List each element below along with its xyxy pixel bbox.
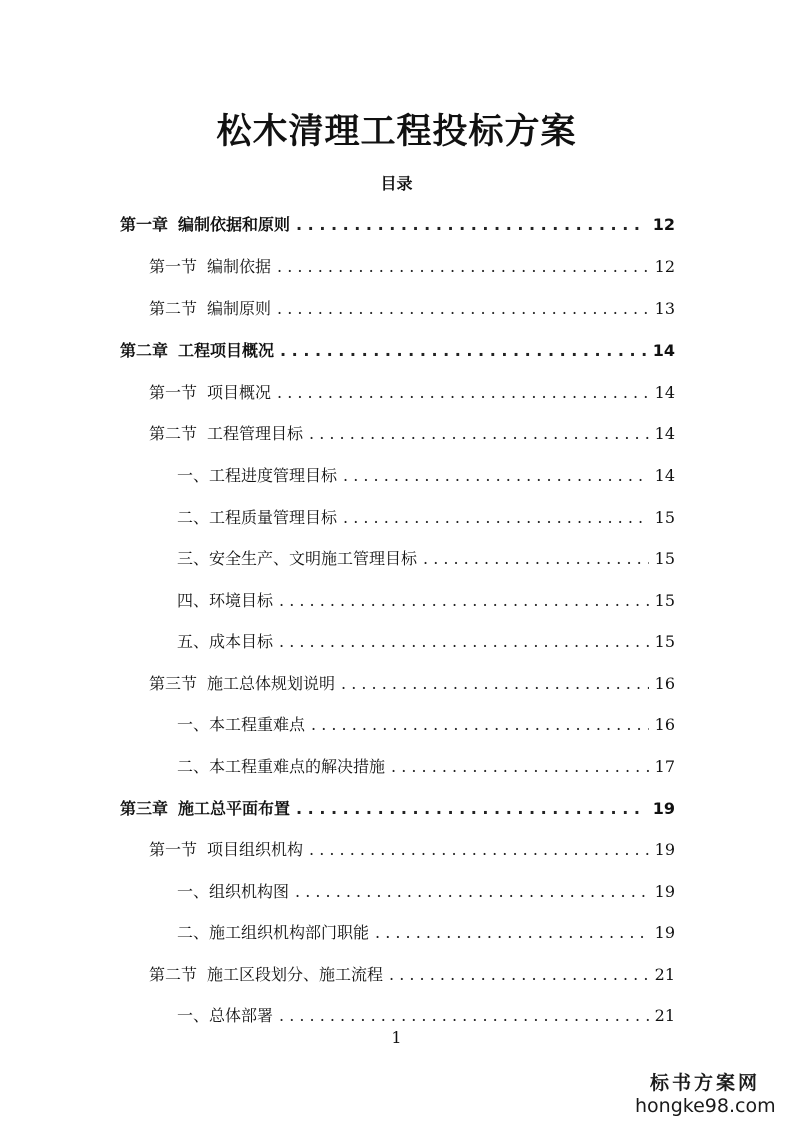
toc-entry-page: 12 bbox=[654, 257, 675, 276]
toc-dot-leader bbox=[280, 341, 647, 360]
toc-entry-text: 三、安全生产、文明施工管理目标 bbox=[177, 549, 418, 568]
toc-dot-leader bbox=[277, 383, 649, 402]
toc-dot-leader bbox=[341, 674, 649, 693]
toc-entry-page: 14 bbox=[654, 383, 675, 402]
toc-entry-title bbox=[177, 754, 385, 777]
toc-entry-page: 21 bbox=[654, 965, 675, 984]
toc-entry-number: 第二节 bbox=[149, 965, 198, 984]
toc-entry-number: 第二章 bbox=[120, 341, 169, 360]
toc-entry[interactable] bbox=[177, 505, 675, 529]
toc-entry-title bbox=[177, 712, 305, 735]
toc-entry[interactable] bbox=[177, 754, 675, 778]
toc-entry[interactable] bbox=[177, 546, 675, 570]
toc-entry-page: 15 bbox=[654, 632, 675, 651]
toc-entry[interactable] bbox=[177, 712, 675, 736]
toc-entry-text: 施工区段划分、施工流程 bbox=[207, 965, 384, 984]
toc-entry-text: 施工总体规划说明 bbox=[207, 674, 336, 693]
toc-entry-page: 15 bbox=[654, 508, 675, 527]
toc-entry-page: 13 bbox=[654, 299, 675, 318]
toc-entry-title bbox=[177, 629, 273, 652]
toc-entry-text: 工程项目概况 bbox=[178, 341, 275, 360]
toc-entry-text: 编制依据 bbox=[207, 257, 272, 276]
toc-entry-title bbox=[177, 920, 369, 943]
toc-entry-page: 14 bbox=[654, 466, 675, 485]
toc-entry-page: 14 bbox=[654, 424, 675, 443]
toc-entry-page: 19 bbox=[654, 882, 675, 901]
toc-entry-number: 第二节 bbox=[149, 424, 198, 443]
toc-dot-leader bbox=[277, 299, 649, 318]
page-number: 1 bbox=[391, 1028, 402, 1047]
toc-entry-title bbox=[149, 380, 271, 403]
toc-entry-text: 一、总体部署 bbox=[177, 1006, 274, 1025]
toc-entry-page: 14 bbox=[652, 341, 675, 360]
toc-entry-title bbox=[149, 962, 383, 985]
toc-entry[interactable] bbox=[177, 463, 675, 487]
toc-dot-leader bbox=[391, 757, 649, 776]
toc-entry-text: 编制原则 bbox=[207, 299, 272, 318]
toc-entry-page: 12 bbox=[652, 215, 675, 234]
toc-entry-text: 二、施工组织机构部门职能 bbox=[177, 923, 370, 942]
toc-entry[interactable] bbox=[177, 1003, 675, 1027]
toc-dot-leader bbox=[277, 257, 649, 276]
toc-entry-title bbox=[149, 254, 271, 277]
toc-dot-leader bbox=[375, 923, 649, 942]
toc-dot-leader bbox=[279, 632, 649, 651]
toc-entry-title bbox=[149, 837, 303, 860]
toc-entry-text: 项目概况 bbox=[207, 383, 272, 402]
toc-entry-title bbox=[120, 796, 290, 819]
toc-entry[interactable] bbox=[177, 629, 675, 653]
toc-entry-page: 19 bbox=[652, 799, 675, 818]
toc-dot-leader bbox=[343, 508, 649, 527]
toc-entry-page: 15 bbox=[654, 591, 675, 610]
toc-entry-page: 19 bbox=[654, 840, 675, 859]
toc-entry-page: 15 bbox=[654, 549, 675, 568]
toc-entry-page: 19 bbox=[654, 923, 675, 942]
toc-dot-leader bbox=[343, 466, 649, 485]
toc-entry-title bbox=[120, 212, 290, 235]
toc-entry-page: 17 bbox=[654, 757, 675, 776]
toc-dot-leader bbox=[309, 424, 649, 443]
toc-heading: 目录 bbox=[380, 174, 413, 193]
toc-entry[interactable] bbox=[149, 421, 675, 445]
toc-entry[interactable] bbox=[120, 796, 675, 820]
toc-entry-text: 五、成本目标 bbox=[177, 632, 274, 651]
toc-dot-leader bbox=[389, 965, 649, 984]
toc-entry[interactable] bbox=[149, 380, 675, 404]
toc-entry-number: 第二节 bbox=[149, 299, 198, 318]
toc-entry-text: 四、环境目标 bbox=[177, 591, 274, 610]
toc-entry-title bbox=[149, 421, 303, 444]
toc-entry-text: 工程管理目标 bbox=[207, 424, 304, 443]
toc-entry-number: 第三章 bbox=[120, 799, 169, 818]
toc-entry-text: 一、组织机构图 bbox=[177, 882, 290, 901]
toc-entry[interactable] bbox=[120, 338, 675, 362]
toc-entry-number: 第一节 bbox=[149, 840, 198, 859]
toc-entry-title bbox=[149, 296, 271, 319]
toc-entry-page: 16 bbox=[654, 674, 675, 693]
toc-entry-page: 21 bbox=[654, 1006, 675, 1025]
toc-entry[interactable] bbox=[149, 671, 675, 695]
toc-entry-title bbox=[177, 463, 337, 486]
toc-entry-title bbox=[149, 671, 335, 694]
toc-entry-title bbox=[177, 546, 417, 569]
toc-entry-page: 16 bbox=[654, 715, 675, 734]
toc-dot-leader bbox=[279, 591, 649, 610]
toc-dot-leader bbox=[309, 840, 649, 859]
watermark-chinese-text: 标书方案网 bbox=[649, 1072, 760, 1094]
toc-entry-number: 第三节 bbox=[149, 674, 198, 693]
toc-entry-text: 一、工程进度管理目标 bbox=[177, 466, 338, 485]
watermark-url: hongke98.com bbox=[635, 1095, 776, 1117]
toc-dot-leader bbox=[279, 1006, 649, 1025]
toc-entry-number: 第一节 bbox=[149, 383, 198, 402]
toc-entry-text: 二、工程质量管理目标 bbox=[177, 508, 338, 527]
toc-entry-text: 二、本工程重难点的解决措施 bbox=[177, 757, 386, 776]
toc-entry-text: 项目组织机构 bbox=[207, 840, 304, 859]
toc-entry[interactable] bbox=[177, 588, 675, 612]
toc-dot-leader bbox=[296, 215, 647, 234]
toc-dot-leader bbox=[423, 549, 649, 568]
toc-dot-leader bbox=[296, 799, 647, 818]
toc-entry-number: 第一章 bbox=[120, 215, 169, 234]
toc-entry-title bbox=[177, 879, 289, 902]
toc-entry[interactable] bbox=[120, 212, 675, 236]
toc-entry[interactable] bbox=[149, 962, 675, 986]
watermark bbox=[635, 1068, 775, 1117]
toc-dot-leader bbox=[311, 715, 649, 734]
toc-entry-text: 一、本工程重难点 bbox=[177, 715, 306, 734]
toc-entry[interactable] bbox=[177, 879, 675, 903]
toc-entry-title bbox=[120, 338, 274, 361]
toc-entry[interactable] bbox=[149, 837, 675, 861]
toc-entry-text: 编制依据和原则 bbox=[178, 215, 291, 234]
toc-entry[interactable] bbox=[177, 920, 675, 944]
toc-entry-title bbox=[177, 505, 337, 528]
toc-entry-number: 第一节 bbox=[149, 257, 198, 276]
toc-entry[interactable] bbox=[149, 254, 675, 278]
toc-entry-title bbox=[177, 588, 273, 611]
document-title: 松木清理工程投标方案 bbox=[216, 112, 577, 152]
toc-entry[interactable] bbox=[149, 296, 675, 320]
toc-dot-leader bbox=[295, 882, 649, 901]
toc-entry-title bbox=[177, 1003, 273, 1026]
toc-entry-text: 施工总平面布置 bbox=[178, 799, 291, 818]
